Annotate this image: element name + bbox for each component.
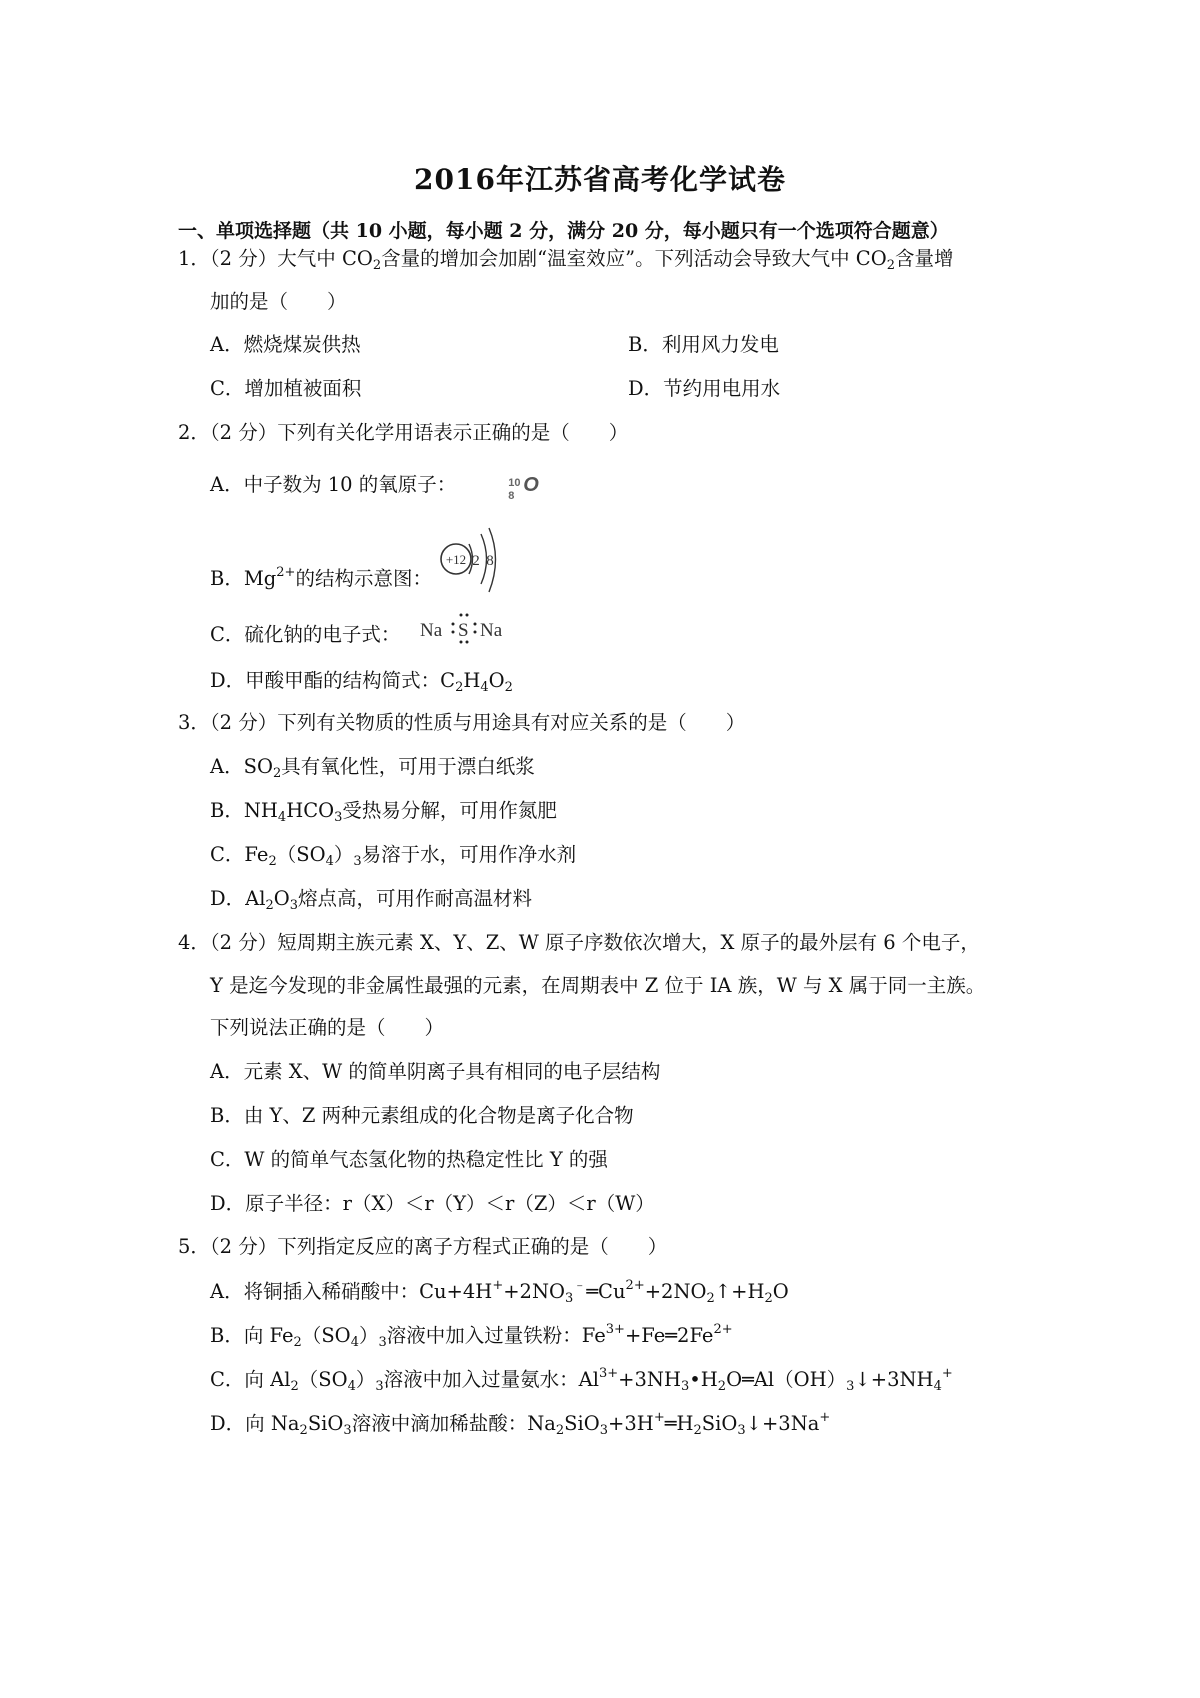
question-1-option-d: D．节约用电用水 (628, 377, 781, 400)
question-3-option-a: A．$SO_2$具有氧化性，可用于漂白纸浆 (210, 755, 535, 781)
question-4-option-a: A．元素 X、W 的简单阴离子具有相同的电子层结构 (210, 1060, 661, 1083)
question-1-score: （2 分） (209, 247, 278, 270)
question-3-option-d: D．$Al_2O_3$熔点高，可用作耐高温材料 (210, 887, 533, 913)
mg-shell-1-electrons: 2 (472, 553, 480, 569)
mg-shell-2-electrons: 8 (486, 553, 494, 569)
sodium-right: Na (480, 620, 503, 641)
mg-ion-structure-diagram (436, 526, 508, 600)
question-1-stem-cont: 加的是（ ） (210, 290, 347, 313)
page-title: 2016年江苏省高考化学试卷 (414, 163, 786, 196)
question-2-option-c: C．硫化钠的电子式： (210, 623, 401, 646)
question-4-option-c: C．W 的简单气态氢化物的热稳定性比 Y 的强 (210, 1148, 608, 1171)
question-4-stem-line-2: Y 是迄今发现的非金属性最强的元素，在周期表中 Z 位于 IA 族，W 与 X 属于同一主族。 (210, 974, 986, 997)
question-4-option-b: B．由 Y、Z 两种元素组成的化合物是离子化合物 (210, 1104, 634, 1127)
question-1-option-b: B．利用风力发电 (628, 333, 779, 356)
question-1-stem: 1．（2 分）大气中 $CO_2$含量的增加会加剧“温室效应”。下列活动会导致大气中 $CO_2$含量增 (178, 247, 954, 273)
question-5-option-c: C．向 $Al_2(SO_4)_3$溶液中加入过量氨水：$Al^{3+}+3NH_3•H_2O═Al(OH)_3↓+3NH_4^+$ (210, 1366, 953, 1394)
question-1-number: 1． (178, 247, 210, 270)
question-3-option-b: B．$NH_4HCO_3$受热易分解，可用作氮肥 (210, 799, 557, 825)
oxygen-isotope-symbol: 10 8 O (508, 473, 539, 502)
sulfur: S (458, 620, 469, 641)
mg-nucleus-charge: +12 (445, 552, 467, 567)
question-2-option-a: A．中子数为 10 的氧原子： 10 8 O (210, 472, 548, 498)
question-1-option-c: C．增加植被面积 (210, 377, 362, 400)
question-5-option-b: B．向 $Fe_2(SO_4)_3$溶液中加入过量铁粉：$Fe^{3+}+Fe═2Fe^{2+}$ (210, 1322, 733, 1350)
question-3-stem: 3．（2 分）下列有关物质的性质与用途具有对应关系的是（ ） (178, 711, 746, 734)
question-3-option-c: C．$Fe_2(SO_4)_3$易溶于水，可用作净水剂 (210, 843, 577, 869)
question-5-stem: 5．（2 分）下列指定反应的离子方程式正确的是（ ） (178, 1235, 668, 1258)
question-1-option-a: A．燃烧煤炭供热 (210, 333, 361, 356)
question-2-option-d: D．甲酸甲酯的结构简式：$C_2H_4O_2$ (210, 669, 513, 695)
question-4-option-d: D．原子半径：r（X）＜r（Y）＜r（Z）＜r（W） (210, 1192, 655, 1215)
question-4-stem-line-3: 下列说法正确的是（ ） (210, 1016, 445, 1039)
section-heading: 一、单项选择题（共 10 小题，每小题 2 分，满分 20 分，每小题只有一个选项符合题意） (178, 220, 949, 242)
question-5-option-d: D．向 $Na_2SiO_3$溶液中滴加稀盐酸：$Na_2SiO_3+3H^+═H_2SiO_3↓+3Na^+$ (210, 1410, 831, 1438)
question-5-option-a: A．将铜插入稀硝酸中：$Cu+4H^++2NO_3^﹣═Cu^{2+}+2NO_2↑+H_2O$ (210, 1278, 789, 1306)
question-2-stem: 2．（2 分）下列有关化学用语表示正确的是（ ） (178, 421, 629, 444)
question-4-stem: 4．（2 分）短周期主族元素 X、Y、Z、W 原子序数依次增大，X 原子的最外层有 6 个电子， (178, 931, 980, 954)
sodium-left: Na (420, 620, 443, 641)
question-2-option-b: B．$Mg^{2+}$的结构示意图： (210, 565, 432, 590)
sodium-sulfide-electron-formula (418, 610, 514, 650)
